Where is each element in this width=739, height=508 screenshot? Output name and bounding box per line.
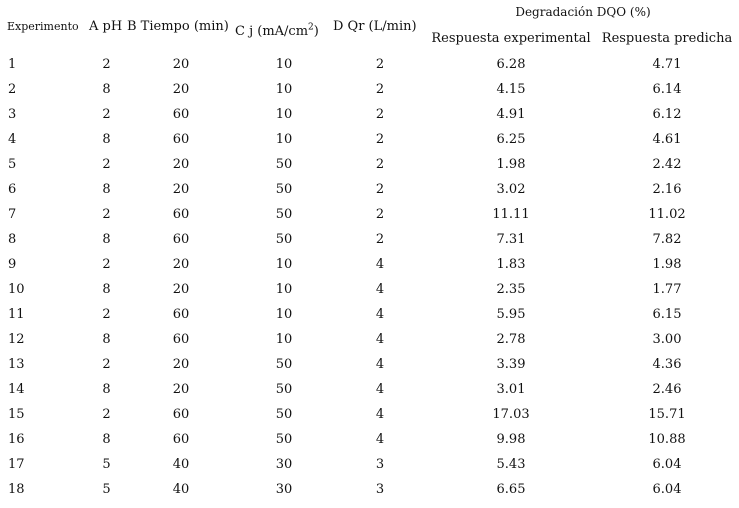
cell-flow-rate: 3 bbox=[375, 482, 385, 497]
header-experimento: Experimento bbox=[7, 19, 79, 33]
cell-tiempo: 40 bbox=[172, 482, 190, 497]
table-row bbox=[0, 452, 739, 477]
table-row bbox=[0, 302, 739, 327]
table-row bbox=[0, 427, 739, 452]
cell-experimento: 12 bbox=[8, 332, 25, 347]
cell-current-density: 10 bbox=[275, 82, 293, 97]
cell-respuesta-experimental: 11.11 bbox=[492, 207, 530, 222]
cell-ph: 2 bbox=[102, 207, 111, 222]
cell-tiempo: 60 bbox=[172, 432, 190, 447]
cell-respuesta-experimental: 6.65 bbox=[496, 482, 526, 497]
cell-experimento: 17 bbox=[8, 457, 25, 472]
cell-ph: 5 bbox=[102, 457, 111, 472]
cell-respuesta-predicha: 15.71 bbox=[648, 407, 686, 422]
header-current-density bbox=[235, 0, 333, 52]
cell-respuesta-experimental: 7.31 bbox=[496, 232, 526, 247]
cell-current-density: 50 bbox=[275, 432, 293, 447]
table-row bbox=[0, 252, 739, 277]
cell-tiempo: 20 bbox=[172, 82, 190, 97]
cell-experimento: 10 bbox=[8, 282, 25, 297]
cell-respuesta-experimental: 2.35 bbox=[496, 282, 526, 297]
table-row bbox=[0, 352, 739, 377]
table-row bbox=[0, 377, 739, 402]
cell-current-density: 10 bbox=[275, 57, 293, 72]
header-cj-superscript: 2 bbox=[308, 22, 314, 33]
cell-current-density: 10 bbox=[275, 132, 293, 147]
cell-respuesta-predicha: 6.14 bbox=[652, 82, 682, 97]
cell-respuesta-experimental: 1.98 bbox=[496, 157, 526, 172]
cell-tiempo: 60 bbox=[172, 332, 190, 347]
cell-current-density: 50 bbox=[275, 157, 293, 172]
cell-ph: 2 bbox=[102, 257, 111, 272]
table-header bbox=[0, 0, 739, 52]
cell-respuesta-predicha: 7.82 bbox=[652, 232, 682, 247]
cell-flow-rate: 4 bbox=[375, 357, 385, 372]
cell-respuesta-experimental: 5.95 bbox=[496, 307, 526, 322]
cell-respuesta-predicha: 2.46 bbox=[652, 382, 682, 397]
cell-flow-rate: 4 bbox=[375, 307, 385, 322]
header-respuesta-experimental: Respuesta experimental bbox=[431, 30, 591, 46]
cell-experimento: 6 bbox=[8, 182, 17, 197]
cell-ph: 2 bbox=[102, 107, 111, 122]
cell-ph: 2 bbox=[102, 357, 111, 372]
cell-current-density: 30 bbox=[275, 457, 293, 472]
header-degradacion-dqo: Degradación DQO (%) bbox=[515, 5, 651, 19]
cell-flow-rate: 4 bbox=[375, 282, 385, 297]
cell-respuesta-experimental: 17.03 bbox=[492, 407, 530, 422]
table-row bbox=[0, 102, 739, 127]
cell-tiempo: 20 bbox=[172, 157, 190, 172]
cell-current-density: 10 bbox=[275, 257, 293, 272]
cell-experimento: 18 bbox=[8, 482, 25, 497]
header-cj-base: C j (mA/cm bbox=[235, 24, 309, 40]
cell-flow-rate: 2 bbox=[375, 207, 385, 222]
cell-ph: 5 bbox=[102, 482, 111, 497]
cell-respuesta-experimental: 3.01 bbox=[496, 382, 526, 397]
cell-current-density: 10 bbox=[275, 107, 293, 122]
cell-ph: 8 bbox=[102, 432, 111, 447]
cell-experimento: 8 bbox=[8, 232, 17, 247]
cell-flow-rate: 2 bbox=[375, 182, 385, 197]
cell-tiempo: 20 bbox=[172, 282, 190, 297]
table-row bbox=[0, 327, 739, 352]
cell-respuesta-predicha: 6.12 bbox=[652, 107, 682, 122]
cell-respuesta-experimental: 4.15 bbox=[496, 82, 526, 97]
cell-experimento: 5 bbox=[8, 157, 17, 172]
cell-tiempo: 20 bbox=[172, 382, 190, 397]
cell-respuesta-predicha: 2.42 bbox=[652, 157, 682, 172]
cell-respuesta-predicha: 2.16 bbox=[652, 182, 682, 197]
header-ph: A pH bbox=[89, 18, 123, 34]
cell-ph: 8 bbox=[102, 282, 111, 297]
cell-respuesta-predicha: 4.36 bbox=[652, 357, 682, 372]
cell-ph: 2 bbox=[102, 57, 111, 72]
cell-flow-rate: 2 bbox=[375, 232, 385, 247]
cell-respuesta-predicha: 6.04 bbox=[652, 457, 682, 472]
cell-respuesta-experimental: 2.78 bbox=[496, 332, 526, 347]
cell-flow-rate: 4 bbox=[375, 407, 385, 422]
cell-respuesta-predicha: 6.15 bbox=[652, 307, 682, 322]
cell-ph: 2 bbox=[102, 407, 111, 422]
cell-flow-rate: 2 bbox=[375, 82, 385, 97]
cell-respuesta-predicha: 10.88 bbox=[648, 432, 686, 447]
cell-current-density: 30 bbox=[275, 482, 293, 497]
cell-flow-rate: 4 bbox=[375, 432, 385, 447]
cell-current-density: 50 bbox=[275, 407, 293, 422]
cell-current-density: 50 bbox=[275, 207, 293, 222]
cell-ph: 2 bbox=[102, 157, 111, 172]
table-row bbox=[0, 52, 739, 77]
cell-ph: 8 bbox=[102, 182, 111, 197]
table-row bbox=[0, 402, 739, 427]
cell-respuesta-experimental: 1.83 bbox=[496, 257, 526, 272]
cell-tiempo: 60 bbox=[172, 207, 190, 222]
cell-tiempo: 60 bbox=[172, 232, 190, 247]
cell-current-density: 50 bbox=[275, 182, 293, 197]
cell-ph: 2 bbox=[102, 307, 111, 322]
cell-current-density: 50 bbox=[275, 232, 293, 247]
cell-experimento: 7 bbox=[8, 207, 17, 222]
cell-flow-rate: 4 bbox=[375, 382, 385, 397]
cell-current-density: 10 bbox=[275, 307, 293, 322]
cell-respuesta-experimental: 4.91 bbox=[496, 107, 526, 122]
table-row bbox=[0, 127, 739, 152]
header-flow-rate: D Qr (L/min) bbox=[333, 18, 417, 34]
cell-respuesta-experimental: 3.02 bbox=[496, 182, 526, 197]
header-cj-end: ) bbox=[313, 24, 319, 40]
cell-experimento: 16 bbox=[8, 432, 25, 447]
cell-flow-rate: 4 bbox=[375, 332, 385, 347]
cell-ph: 8 bbox=[102, 82, 111, 97]
cell-current-density: 10 bbox=[275, 282, 293, 297]
cell-tiempo: 20 bbox=[172, 257, 190, 272]
cell-ph: 8 bbox=[102, 132, 111, 147]
cell-respuesta-predicha: 11.02 bbox=[648, 207, 686, 222]
cell-respuesta-predicha: 1.98 bbox=[652, 257, 682, 272]
cell-flow-rate: 2 bbox=[375, 132, 385, 147]
cell-current-density: 50 bbox=[275, 382, 293, 397]
cell-experimento: 15 bbox=[8, 407, 25, 422]
cell-tiempo: 20 bbox=[172, 57, 190, 72]
header-tiempo: B Tiempo (min) bbox=[127, 18, 229, 34]
table-body bbox=[0, 52, 739, 502]
cell-respuesta-predicha: 3.00 bbox=[652, 332, 682, 347]
table-row bbox=[0, 202, 739, 227]
table-row bbox=[0, 77, 739, 102]
cell-experimento: 9 bbox=[8, 257, 17, 272]
cell-respuesta-experimental: 3.39 bbox=[496, 357, 526, 372]
table-row bbox=[0, 277, 739, 302]
cell-respuesta-predicha: 6.04 bbox=[652, 482, 682, 497]
cell-respuesta-experimental: 6.25 bbox=[496, 132, 526, 147]
cell-current-density: 50 bbox=[275, 357, 293, 372]
cell-tiempo: 60 bbox=[172, 407, 190, 422]
cell-ph: 8 bbox=[102, 232, 111, 247]
cell-respuesta-predicha: 4.71 bbox=[652, 57, 682, 72]
cell-tiempo: 40 bbox=[172, 457, 190, 472]
header-row-top bbox=[0, 0, 739, 24]
cell-tiempo: 60 bbox=[172, 132, 190, 147]
cell-ph: 8 bbox=[102, 382, 111, 397]
cell-experimento: 1 bbox=[8, 57, 17, 72]
table-row bbox=[0, 152, 739, 177]
cell-tiempo: 60 bbox=[172, 307, 190, 322]
cell-experimento: 4 bbox=[8, 132, 17, 147]
table-row bbox=[0, 177, 739, 202]
table-row bbox=[0, 227, 739, 252]
header-respuesta-predicha: Respuesta predicha bbox=[601, 30, 733, 46]
cell-flow-rate: 2 bbox=[375, 57, 385, 72]
cell-experimento: 14 bbox=[8, 382, 25, 397]
cell-tiempo: 20 bbox=[172, 182, 190, 197]
cell-experimento: 11 bbox=[8, 307, 25, 322]
cell-respuesta-experimental: 6.28 bbox=[496, 57, 526, 72]
cell-experimento: 3 bbox=[8, 107, 17, 122]
cell-current-density: 10 bbox=[275, 332, 293, 347]
cell-ph: 8 bbox=[102, 332, 111, 347]
cell-experimento: 13 bbox=[8, 357, 25, 372]
table-row bbox=[0, 477, 739, 502]
cell-respuesta-experimental: 9.98 bbox=[496, 432, 526, 447]
cell-respuesta-predicha: 1.77 bbox=[652, 282, 682, 297]
cell-tiempo: 60 bbox=[172, 107, 190, 122]
cell-respuesta-experimental: 5.43 bbox=[496, 457, 526, 472]
cell-flow-rate: 3 bbox=[375, 457, 385, 472]
cell-tiempo: 20 bbox=[172, 357, 190, 372]
cell-flow-rate: 2 bbox=[375, 157, 385, 172]
cell-respuesta-predicha: 4.61 bbox=[652, 132, 682, 147]
cell-flow-rate: 4 bbox=[375, 257, 385, 272]
cell-flow-rate: 2 bbox=[375, 107, 385, 122]
cell-experimento: 2 bbox=[8, 82, 17, 97]
